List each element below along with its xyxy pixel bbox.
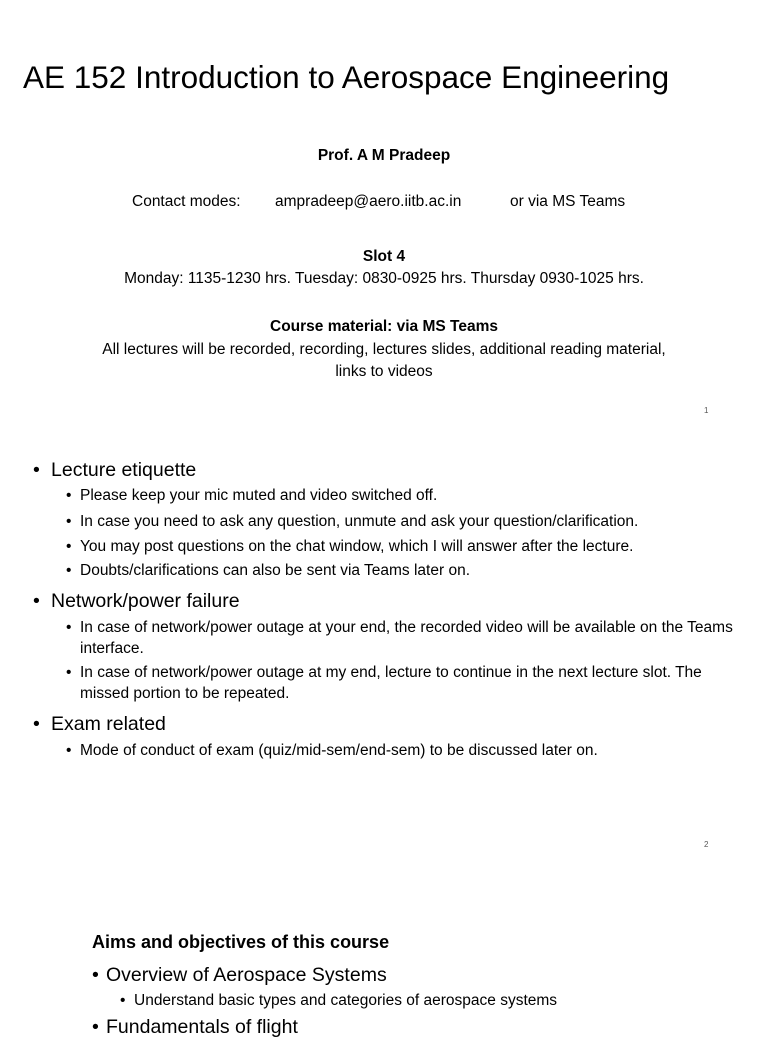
bullet-icon: • — [66, 742, 72, 759]
list-item: • In case of network/power outage at my end, lecture to continue in the next lecture slot. The missed portion to be repeated. — [66, 664, 702, 702]
course-material-line-1: All lectures will be recorded, recording, lectures slides, additional reading material, — [102, 341, 666, 358]
bullet-icon: • — [66, 487, 72, 504]
bullet-icon: • — [33, 459, 40, 481]
bullet-icon: • — [66, 562, 72, 579]
slot-title: Slot 4 — [362, 248, 406, 265]
list-item: • Mode of conduct of exam (quiz/mid-sem/end-sem) to be discussed later on. — [66, 742, 598, 759]
slide-title: Aims and objectives of this course — [92, 932, 390, 952]
list-item: • In case of network/power outage at your end, the recorded video will be available on the Teams interface. — [66, 619, 733, 657]
bullet-icon: • — [92, 964, 99, 986]
course-material-line-2: links to videos — [335, 363, 433, 380]
slide-2: • Lecture etiquette • Please keep your mic muted and video switched off. • In case you need to ask any question, unmute and ask your question/clarification. • You may post questions on the chat window, which I will answer after the lecture. • Doubts/clarifications can also be sent via Teams later on. • Network/power failure • In case of network/power outage at your end, the recorded video will be available on the Teams interface. • In case of network/power outage at my end, lecture to continue in the next lecture slot. The missed portion to be repeated. • Exam related • Mode of conduct of exam (quiz/mid-sem/end-sem) to be discussed later on. 2 — [33, 459, 733, 849]
page-number: 1 — [704, 406, 709, 415]
contact-email: ampradeep@aero.iitb.ac.in — [275, 193, 462, 210]
list-item: • Doubts/clarifications can also be sent via Teams later on. — [66, 562, 470, 579]
bullet-icon: • — [66, 513, 72, 530]
course-material-title: Course material: via MS Teams — [270, 318, 498, 335]
slide-1 — [0, 0, 768, 434]
bullet-icon: • — [66, 619, 72, 636]
bullet-icon: • — [92, 1016, 99, 1038]
list-item: • In case you need to ask any question, unmute and ask your question/clarification. — [66, 513, 639, 530]
contact-alt: or via MS Teams — [510, 193, 626, 210]
slide-title: AE 152 Introduction to Aerospace Engineering — [23, 59, 670, 95]
slide-3: Aims and objectives of this course • Overview of Aerospace Systems • Understand basic types and categories of aerospace systems • Fundamentals of flight — [92, 932, 558, 1038]
contact-label: Contact modes: — [132, 193, 241, 210]
page-number: 2 — [704, 840, 709, 849]
slot-times: Monday: 1135-1230 hrs. Tuesday: 0830-0925 hrs. Thursday 0930-1025 hrs. — [124, 270, 644, 287]
bullet-icon: • — [120, 992, 126, 1009]
list-item: • Please keep your mic muted and video switched off. — [66, 487, 438, 504]
bullet-icon: • — [33, 590, 40, 612]
bullet-icon: • — [66, 538, 72, 555]
bullet-icon: • — [66, 664, 72, 681]
bullet-icon: • — [33, 713, 40, 735]
list-item: • You may post questions on the chat window, which I will answer after the lecture. — [66, 538, 634, 555]
professor-name: Prof. A M Pradeep — [317, 147, 451, 164]
